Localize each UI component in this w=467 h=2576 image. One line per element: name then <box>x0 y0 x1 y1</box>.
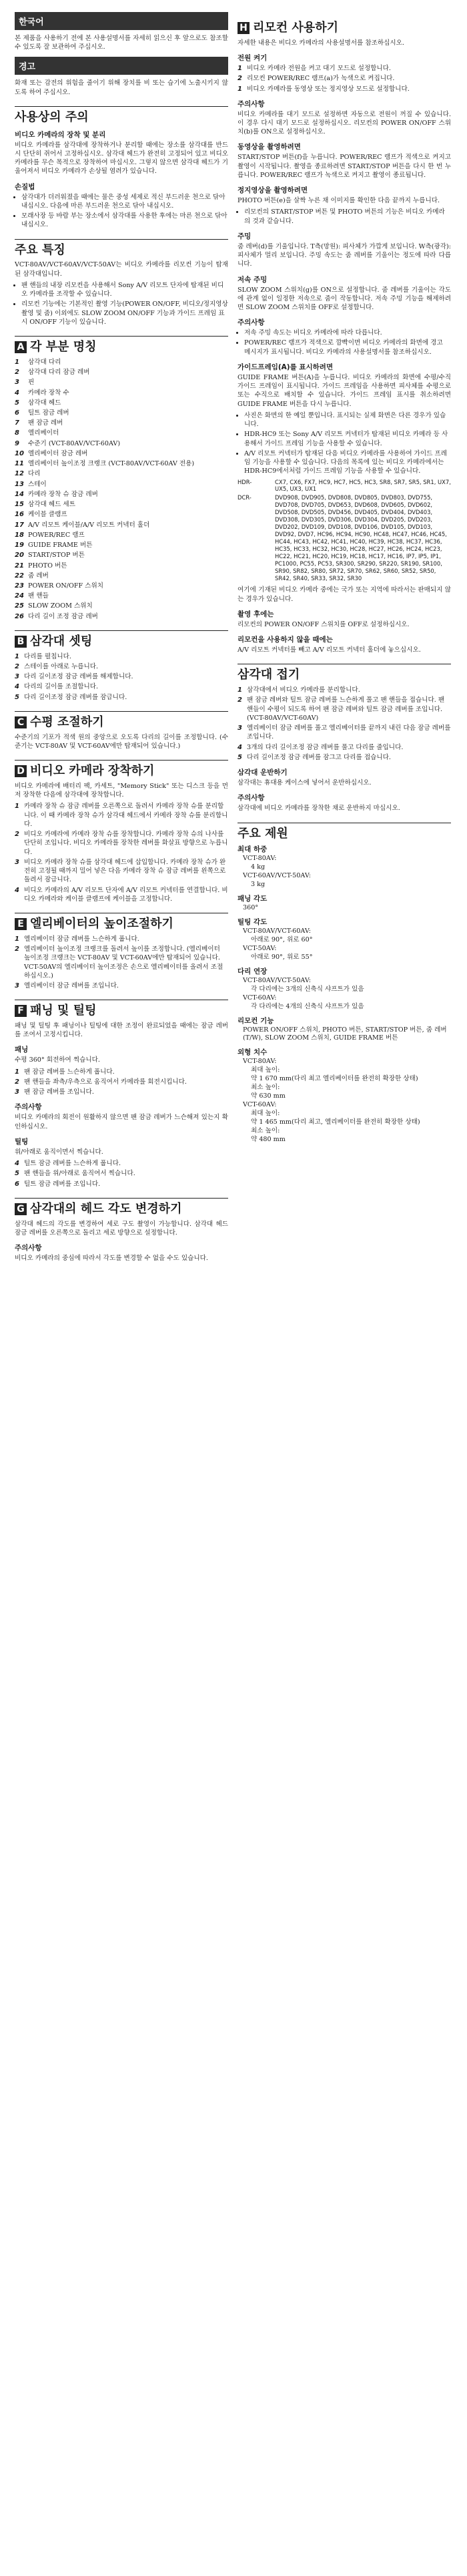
section-badge: B <box>15 636 27 648</box>
spec-value: VCT-80AV: <box>243 1058 277 1066</box>
step-text: 비디오 카메라 전원을 켜고 대기 모드로 설정합니다. <box>247 65 391 73</box>
section-badge: E <box>15 918 27 930</box>
step-number: 24 <box>15 592 24 600</box>
noremote-subtitle: 리모컨을 사용하지 않을 때에는 <box>238 636 333 644</box>
attach-title: 비디오 카메라의 장착 및 분리 <box>15 130 106 139</box>
step-number: 17 <box>15 521 24 529</box>
step-item <box>15 982 228 990</box>
intro-text: 본 제품을 사용하기 전에 본 사용설명서를 자세히 읽으신 후 앞으로도 참조할 수 있도록 잘 보관하여 주십시오. <box>15 35 228 51</box>
step-text: 수준기 (VCT-80AV/VCT-60AV) <box>28 439 121 447</box>
step-item <box>15 672 228 681</box>
step-item <box>15 582 228 590</box>
precautions-title: 사용상의 주의 <box>15 106 228 124</box>
step-item <box>15 572 228 580</box>
pan-intro: 패닝 및 틸팅 후 패닝이나 틸팅에 대한 조정이 완료되었을 때에는 잠금 레버를 조여서 고정시킵니다. <box>15 1022 228 1039</box>
tilt-subtitle: 틸팅 <box>15 1137 29 1146</box>
step-item <box>15 399 228 407</box>
step-number: 26 <box>15 612 24 620</box>
step-text: 비디오 카메라의 A/V 리모트 단자에 A/V 리모트 커넥터를 연결합니다. 비디오 카메라와 케이블 클램프에 케이블을 고정합니다. <box>24 886 228 903</box>
step-item <box>15 886 228 903</box>
spec-heading: 외형 치수 <box>238 1048 268 1057</box>
step-item <box>15 551 228 560</box>
step-text: 팬 핸들을 좌측/우측으로 움직여서 카메라를 회전시킵니다. <box>24 1078 187 1086</box>
spec-value: 약 1 465 mm(다리 최고, 엘리베이터를 완전히 확장한 상태) <box>251 1118 420 1126</box>
list-item: • HDR-HC9 또는 Sony A/V 리모트 커넥터가 탑재된 비디오 카메라 등 사용해서 가이드 프레임 기능을 사용할 수 있습니다. <box>244 430 451 447</box>
step-text: 삼각대 다리 <box>28 358 61 366</box>
setup-title: B 삼각대 셋팅 <box>15 630 228 648</box>
step-item <box>238 686 451 694</box>
list-item: • 리모컨 기능에는 기본적인 촬영 기능(POWER ON/OFF, 비디오/정지영상 촬영 및 줌) 이외에도 SLOW ZOOM ON/OFF 기능과 가이드 프레임 표시 ON/OFF 기능이 있습니다. <box>21 300 228 327</box>
step-text: POWER/REC 램프 <box>28 531 85 539</box>
step-number: 4 <box>15 683 19 691</box>
slow-zoom-subtitle: 저속 주밍 <box>238 275 268 284</box>
step-item <box>15 480 228 489</box>
step-item <box>15 858 228 885</box>
step-text: 엘리베이터 잠금 레버를 느슨하게 풉니다. <box>24 935 139 943</box>
features-list <box>15 281 228 327</box>
section-badge: G <box>15 1203 27 1215</box>
step-text: 리모컨 POWER/REC 램프(a)가 녹색으로 켜집니다. <box>247 75 395 83</box>
step-item <box>15 521 228 529</box>
step-item <box>15 459 228 468</box>
step-item <box>15 1180 228 1189</box>
step-number: 1 <box>238 686 242 694</box>
head-note: 비디오 카메라의 중심에 따라서 각도를 변경할 수 없을 수도 있습니다. <box>15 1255 208 1263</box>
step-text: 3개의 다리 길이조정 잠금 레버를 풀고 다리를 줄입니다. <box>247 743 404 751</box>
step-item <box>15 500 228 509</box>
after-subtitle: 촬영 후에는 <box>238 610 274 618</box>
step-number: 25 <box>15 602 24 610</box>
mount-list <box>15 802 228 903</box>
step-text: 틸트 잠금 레버 <box>28 409 69 417</box>
step-item <box>15 1088 228 1096</box>
spec-value: VCT-80AV/VCT-60AV: <box>243 927 312 935</box>
step-number: 10 <box>15 449 24 457</box>
step-item <box>15 612 228 621</box>
step-item <box>15 830 228 857</box>
list-item: • 모래사장 등 바람 부는 장소에서 삼각대를 사용한 후에는 마른 천으로 닦아 내십시오. <box>21 212 228 229</box>
step-item <box>15 389 228 397</box>
step-item <box>15 1078 228 1086</box>
step-number: 1 <box>15 935 19 943</box>
spec-value: 최소 높이: <box>251 1126 280 1134</box>
pan-tilt-title: F 패닝 및 틸팅 <box>15 1000 228 1018</box>
step-number: 7 <box>15 419 19 427</box>
spec-value: 최대 높이: <box>251 1066 280 1074</box>
dcr-models: DVD908, DVD905, DVD808, DVD805, DVD803, DVD755, DVD708, DVD705, DVD653, DVD608, DVD605, DVD602, DVD508, DVD505, DVD456, DVD405, DVD404, DVD403, DVD308, DVD305, DVD306, DVD304, DVD205, DVD203, DVD202, DVD109, DVD108, DVD106, DVD105, DVD103, DVD92, DVD7, HC96, HC94, HC90, HC48, HC47, HC46, HC45, HC44, HC43, HC42, HC41, HC40, HC39, HC38, HC37, HC36, HC35, HC33, HC32, HC30, HC28, HC27, HC26, HC24, HC23, HC22, HC21, HC20, HC19, HC18, HC17, HC16, IP7, IP5, IP1, PC1000, PC55, PC53, SR300, SR290, SR220, SR190, SR100, SR90, SR82, SR80, SR72, SR70, SR62, SR60, SR52, SR50, SR42, SR40, SR33, SR32, SR30 <box>275 494 447 582</box>
list-item: • 저속 주밍 속도는 비디오 카메라에 따라 다릅니다. <box>244 329 451 337</box>
spec-heading: 틸팅 각도 <box>238 918 268 926</box>
list-item: • 팬 핸들의 내장 리모컨을 사용해서 Sony A/V 리모트 단자에 탑재된 비디오 카메라를 조작할 수 있습니다. <box>21 281 228 298</box>
step-number: 4 <box>238 743 242 751</box>
zoom-subtitle: 주밍 <box>238 232 252 240</box>
elevator-list <box>15 935 228 990</box>
photo-list <box>238 208 451 225</box>
step-item <box>238 74 451 83</box>
step-text: GUIDE FRAME 버튼 <box>28 542 93 550</box>
step-number: 1 <box>15 358 19 366</box>
section-badge: A <box>15 341 27 353</box>
step-number: 3 <box>15 982 19 990</box>
step-item <box>238 724 451 741</box>
level-title: C 수평 조절하기 <box>15 711 228 729</box>
handling-list <box>15 193 228 230</box>
guide-subtitle: 가이드프레임(A)를 표시하려면 <box>238 363 334 371</box>
specs-title: 주요 제원 <box>238 823 451 841</box>
pan-note: 비디오 카메라의 회전이 원활하지 않으면 팬 잠금 레버가 느슨해져 있는지 확인하십시오. <box>15 1114 228 1130</box>
guide-text: GUIDE FRAME 버튼(A)을 누릅니다. 비디오 카메라의 화면에 수평/수직 가이드 프레임이 표시됩니다. 가이드 프레임을 사용하면 피사체를 수평으로 또는 수직으로 배치할 수 있습니다. 가이드 프레임 표시를 취소하려면 GUIDE FRAME 버튼을 다시 누릅니다. <box>238 373 451 408</box>
step-text: 엘리베이터 잠금 레버 <box>28 449 88 457</box>
step-item <box>15 358 228 367</box>
photo-subtitle: 정지영상을 촬영하려면 <box>238 186 308 195</box>
step-text: 틸트 잠금 레버를 느슨하게 풉니다. <box>24 1160 121 1168</box>
step-item <box>15 510 228 519</box>
step-number: 13 <box>15 480 24 488</box>
step-item <box>15 378 228 387</box>
step-text: SLOW ZOOM 스위치 <box>28 602 93 610</box>
spec-value: VCT-60AV: <box>243 994 277 1002</box>
head-note-title: 주의사항 <box>15 1244 42 1253</box>
step-number: 2 <box>15 369 19 377</box>
handling-title: 손질법 <box>15 182 35 191</box>
remote-title: H 리모컨 사용하기 <box>238 21 451 35</box>
spec-value: VCT-80AV: <box>243 855 277 863</box>
step-number: 3 <box>15 673 19 681</box>
spec-value: VCT-60AV: <box>243 1101 277 1109</box>
spec-heading: 리모컨 기능 <box>238 1016 274 1025</box>
elevator-title: E 엘리베이터의 높이조절하기 <box>15 913 228 931</box>
step-text: 팬 잠금 레버를 느슨하게 풉니다. <box>24 1068 115 1076</box>
step-text: 다리 길이조정 잠금 레버를 해제합니다. <box>24 673 133 681</box>
step-text: 스테이 <box>28 480 47 488</box>
warning-text: 화재 또는 감전의 위험을 줄이기 위해 장치를 비 또는 습기에 노출시키지 않도록 하여 주십시오. <box>15 79 228 96</box>
step-text: 다리 길이조정 잠금 레버를 잠그고 다리를 접습니다. <box>247 753 391 761</box>
step-text: 삼각대 다리 잠금 레버 <box>28 369 90 377</box>
section-badge: F <box>15 1005 27 1017</box>
movie-subtitle: 동영상을 촬영하려면 <box>238 143 301 152</box>
step-text: 핀 <box>28 379 35 387</box>
left-column <box>15 12 228 1265</box>
step-item <box>15 562 228 570</box>
step-item <box>15 429 228 437</box>
list-item: • A/V 리모트 커넥터가 탑재된 다음 비디오 카메라를 사용하여 가이드 프레임 기능을 사용할 수 있습니다. 다음의 목록에 있는 비디오 카메라에서는 HDR-HC9에서처럼 가이드 프레임 기능을 사용할 수 있습니다. <box>244 449 451 476</box>
step-number: 4 <box>15 886 19 894</box>
section-badge: D <box>15 765 27 777</box>
features-intro: VCT-80AV/VCT-60AV/VCT-50AV는 비디오 카메라를 리모컨 기능이 탑재된 삼각대입니다. <box>15 261 228 278</box>
step-number: 2 <box>15 1078 19 1086</box>
zoom-text: 줌 레버(d)를 기울입니다. T측(망원): 피사체가 가깝게 보입니다. W측(광각): 피사체가 멀리 보입니다. 주밍 속도는 줌 레버를 기울이는 정도에 따라 다릅니다. <box>238 242 451 268</box>
step-text: 스테이를 아래로 누릅니다. <box>24 662 99 670</box>
step-number: 3 <box>238 724 242 732</box>
spec-value: VCT-50AV: <box>243 944 277 952</box>
step-text: 다리를 펼칩니다. <box>24 652 71 660</box>
spec-value: 3 kg <box>251 881 266 889</box>
spec-value: 최대 높이: <box>251 1110 280 1117</box>
fold-title: 삼각대 접기 <box>238 664 451 682</box>
step-item <box>15 682 228 691</box>
spec-value: 약 480 mm <box>251 1135 286 1143</box>
step-text: 삼각대에서 비디오 카메라를 분리합니다. <box>247 686 360 694</box>
photo-text: PHOTO 버튼(e)을 살짝 누른 채 이미지를 확인한 다음 끝까지 누릅니다. <box>238 197 440 205</box>
step-number: 1 <box>15 803 19 811</box>
step-item <box>15 469 228 478</box>
step-number: 5 <box>238 753 242 761</box>
pan-text: 수평 360° 회전하여 찍습니다. <box>15 1056 100 1064</box>
step-number: 1 <box>15 652 19 660</box>
spec-value: VCT-60AV/VCT-50AV: <box>243 872 312 880</box>
mount-title: D 비디오 카메라 장착하기 <box>15 760 228 778</box>
language-header: 한국어 <box>15 12 228 30</box>
after-text: 리모컨의 POWER ON/OFF 스위치를 OFF로 설정하십시오. <box>238 620 410 628</box>
step-text: 다리 길이조정 잠금 레버를 잠급니다. <box>24 693 127 701</box>
pan-list <box>15 1068 228 1097</box>
tilt-list <box>15 1159 228 1189</box>
step-number: 15 <box>15 501 24 509</box>
step-text: START/STOP 버튼 <box>28 552 85 560</box>
step-text: 케이블 클램프 <box>28 511 67 519</box>
spec-value: 약 630 mm <box>251 1092 286 1100</box>
step-item <box>15 935 228 943</box>
power-subtitle: 전원 켜기 <box>238 54 268 63</box>
list-item: • 사진은 화면의 한 예일 뿐입니다. 표시되는 실제 화면은 다른 경우가 있습니다. <box>244 411 451 429</box>
step-number: 6 <box>15 1180 19 1188</box>
step-text: 엘리베이터 높이조정 크랭크를 돌려서 높이를 조정합니다. (엘리베이터 높이조정 크랭크는 VCT-80AV 및 VCT-60AV에만 탑재되어 있습니다. VCT-50AV의 엘리베이터 높이조정은 손으로 엘리베이터를 올려서 조절하십시오.) <box>24 945 223 980</box>
step-number: 1 <box>238 65 242 73</box>
spec-value: 최소 높이: <box>251 1084 280 1092</box>
slow-note-title: 주의사항 <box>238 318 265 327</box>
step-text: 카메라 장착 수 <box>28 389 69 397</box>
right-column <box>238 12 451 1144</box>
guide-tail: 여기에 기재된 비디오 카메라 중에는 국가 또는 지역에 따라서는 판매되지 않는 경우가 있습니다. <box>238 586 451 603</box>
step-number: 2 <box>238 75 242 83</box>
step-text: 엘리베이터 높이조정 크랭크 (VCT-80AV/VCT-60AV 전용) <box>28 460 195 468</box>
step-number: 20 <box>15 552 24 560</box>
carry-text: 삼각대는 휴대용 케이스에 넣어서 운반하십시오. <box>238 779 372 787</box>
spec-value: 360° <box>243 904 259 912</box>
step-item <box>238 696 451 722</box>
step-text: 엘리베이터 잠금 레버를 조입니다. <box>24 982 119 990</box>
spec-value: POWER ON/OFF 스위치, PHOTO 버튼, START/STOP 버튼, 줌 레버(T/W), SLOW ZOOM 스위치, GUIDE FRAME 버튼 <box>243 1026 447 1042</box>
mount-intro: 비디오 카메라에 배터리 팩, 카세트, "Memory Stick" 또는 디스크 등을 먼저 장착한 다음에 삼각대에 장착합니다. <box>15 782 228 799</box>
step-text: 팬 핸들 <box>28 592 49 600</box>
step-number: 18 <box>15 531 24 539</box>
step-number: 6 <box>15 409 19 417</box>
pan-subtitle: 패닝 <box>15 1046 29 1054</box>
power-list <box>238 64 451 93</box>
spec-heading: 다리 연장 <box>238 967 268 976</box>
tilt-text: 위/아래로 움직이면서 찍습니다. <box>15 1148 103 1156</box>
step-number: 3 <box>15 379 19 387</box>
step-number: 8 <box>15 429 19 437</box>
step-number: 5 <box>15 693 19 701</box>
step-item <box>15 368 228 377</box>
step-text: 다리의 길이를 조절합니다. <box>24 683 99 691</box>
attach-text: 비디오 카메라를 삼각대에 장착하거나 분리할 때에는 장소를 삼각대를 반드시 단단히 쥐어서 고정하십시오. 삼각대 헤드가 완전히 고정되어 있고 비디오 카메라를 무슨 목적으로 장착하여 마십시오. 그렇지 않으면 삼각대 헤드가 기울어져서 비디오 카메라가 손상될 염려가 있습니다. <box>15 141 228 176</box>
step-item <box>238 753 451 762</box>
dcr-label: DCR- <box>238 494 252 501</box>
step-item <box>15 439 228 448</box>
step-text: 비디오 카메라를 동영상 또는 정지영상 모드로 설정합니다. <box>247 85 410 93</box>
step-text: 팬 잠금 레버와 틸트 잠금 레버를 느슨하게 풀고 팬 핸들을 접습니다. 팬 핸들이 수평이 되도록 하여 팬 잠금 레버와 틸트 잠금 레버를 조입니다. (VCT-80AV/VCT-60AV) <box>247 696 445 722</box>
step-item <box>15 602 228 610</box>
step-item <box>15 592 228 600</box>
step-number: 2 <box>15 831 19 839</box>
step-item <box>15 449 228 458</box>
power-note: 비디오 카메라를 대기 모드로 설정하면 자동으로 전원이 꺼질 수 있습니다. 이 경우 다시 대기 모드로 설정하십시오. 리모컨의 POWER ON/OFF 스위치(b)를 ON으로 설정하십시오. <box>238 110 451 136</box>
step-item <box>15 419 228 427</box>
step-number: 5 <box>15 399 19 407</box>
step-text: 틸트 잠금 레버를 조입니다. <box>24 1180 101 1188</box>
spec-heading: 패닝 각도 <box>238 895 268 903</box>
step-number: 14 <box>15 490 24 498</box>
slow-zoom-text: SLOW ZOOM 스위치(g)를 ON으로 설정합니다. 줌 레버를 기울이는 각도에 관계 없이 일정한 저속으로 줌이 작동합니다. 저속 주밍 기능을 해제하려면 SLOW ZOOM 스위치를 OFF로 설정합니다. <box>238 286 451 312</box>
movie-text: START/STOP 버튼(f)을 누릅니다. POWER/REC 램프가 적색으로 켜지고 촬영이 시작됩니다. 촬영을 종료하려면 START/STOP 버튼을 다시 한 번 누릅니다. POWER/REC 램프가 녹색으로 켜지고 촬영이 종료됩니다. <box>238 154 451 179</box>
section-badge: H <box>238 22 250 34</box>
pan-note-title: 주의사항 <box>15 1103 42 1112</box>
step-item <box>15 662 228 671</box>
step-text: 팬 잠금 레버를 조입니다. <box>24 1088 94 1096</box>
parts-title: A 각 부분 명칭 <box>15 336 228 354</box>
spec-value: 아래로 90°, 위로 55° <box>251 953 313 961</box>
slow-note-list <box>238 329 451 357</box>
step-number: 1 <box>15 1068 19 1076</box>
step-text: 엘리베이터 <box>28 429 59 437</box>
spec-value: 아래로 90°, 위로 60° <box>251 935 313 943</box>
step-text: POWER ON/OFF 스위치 <box>28 582 103 590</box>
guide-list <box>238 411 451 476</box>
step-text: 줌 레버 <box>28 572 49 580</box>
step-item <box>15 945 228 980</box>
step-item <box>15 490 228 499</box>
specs-list <box>238 844 451 1144</box>
step-item <box>15 802 228 829</box>
step-number: 22 <box>15 572 24 580</box>
list-item: • 삼각대가 더러워졌을 때에는 물은 중성 세제로 적신 부드러운 천으로 닦아 내십시오. 다음에 마른 부드러운 천으로 닦아 내십시오. <box>21 193 228 210</box>
step-item <box>15 1169 228 1178</box>
step-text: 카메라 장착 슈 잠금 레버를 오른쪽으로 돌려서 카메라 장착 슈를 분리합니다. 이 때 카메라 장착 슈가 삼각대 헤드에서 카메라 장착 슈를 분리합니다. <box>24 803 228 828</box>
hdr-models: CX7, CX6, FX7, HC9, HC7, HC5, HC3, SR8, SR7, SR5, SR1, UX7, UX5, UX3, UX1 <box>275 478 451 493</box>
noremote-text: A/V 리모트 커넥터를 빼고 A/V 리모트 커넥터 홀더에 놓으십시오. <box>238 646 421 654</box>
step-number: 21 <box>15 562 24 570</box>
head-text: 삼각대 헤드의 각도를 변경하여 세로 구도 촬영이 가능합니다. 삼각대 헤드 잠금 레버를 오른쪽으로 돌리고 세로 방향으로 설정합니다. <box>15 1220 228 1237</box>
step-number: 4 <box>15 389 19 397</box>
step-number: 3 <box>15 1088 19 1096</box>
step-number: 11 <box>15 460 24 468</box>
step-number: 9 <box>15 439 19 447</box>
spec-value: 각 다리에는 4개의 신축식 샤프트가 있음 <box>251 1002 364 1010</box>
step-text: 카메라 장착 슈 잠금 레버 <box>28 490 98 498</box>
step-item <box>15 693 228 702</box>
setup-list <box>15 652 228 702</box>
list-item: • POWER/REC 램프가 적색으로 깜빡이면 비디오 카메라의 화면에 경고 메시지가 표시됩니다. 비디오 카메라의 사용설명서를 참조하십시오. <box>244 339 451 356</box>
step-item <box>15 541 228 550</box>
step-text: 팬 핸들을 위/아래로 움직여서 찍습니다. <box>24 1170 135 1178</box>
head-angle-title: G 삼각대의 헤드 각도 변경하기 <box>15 1198 228 1216</box>
step-item <box>15 1159 228 1168</box>
spec-heading: 최대 하중 <box>238 845 268 854</box>
level-text: 수준기의 기포가 적색 원의 중앙으로 오도록 다리의 길이를 조정합니다. (수준기는 VCT-80AV 및 VCT-60AV에만 탑재되어 있습니다.) <box>15 733 228 750</box>
step-item <box>15 652 228 661</box>
step-text: 다리 길이 조정 잠금 레버 <box>28 612 98 620</box>
step-text: 삼각대 헤드 <box>28 399 61 407</box>
step-text: 다리 <box>28 470 41 478</box>
hdr-label: HDR- <box>238 478 252 485</box>
step-text: 비디오 카메라에 카메라 장착 슈를 장착합니다. 카메라 장착 슈의 나사를 단단히 조입니다. 비디오 카메라를 장착한 레버를 화살표 방향으로 누릅니다. <box>24 831 228 856</box>
list-item: • 리모컨의 START/STOP 버튼 및 PHOTO 버튼의 기능은 비디오 카메라의 것과 같습니다. <box>244 208 451 225</box>
carry-note: 삼각대에 비디오 카메라를 장착한 채로 운반하지 마십시오. <box>238 805 400 813</box>
step-text: 삼각대 헤드 세트 <box>28 501 75 509</box>
step-number: 2 <box>15 945 19 953</box>
compatible-models <box>238 479 451 582</box>
step-text: A/V 리모트 케이블/A/V 리모트 커넥터 홀더 <box>28 521 150 529</box>
carry-subtitle: 삼각대 운반하기 <box>238 769 288 777</box>
fold-list <box>238 686 451 762</box>
step-number: 2 <box>238 696 242 704</box>
step-number: 19 <box>15 542 24 550</box>
step-number: 3 <box>15 858 19 866</box>
step-text: 엘리베이터 잠금 레버를 풀고 엘리베이터를 끝까지 내린 다음 잠금 레버를 조입니다. <box>247 724 451 741</box>
carry-note-title: 주의사항 <box>238 794 265 803</box>
warning-header: 경고 <box>15 57 228 75</box>
step-number: 4 <box>15 1160 19 1168</box>
spec-value: VCT-80AV/VCT-50AV: <box>243 976 312 984</box>
step-number: 5 <box>15 1170 19 1178</box>
spec-value: 약 1 670 mm(다리 최고 엘리베이터를 완전히 확장한 상태) <box>251 1075 418 1083</box>
parts-list <box>15 358 228 621</box>
step-number: 23 <box>15 582 24 590</box>
step-number: 12 <box>15 470 24 478</box>
spec-value: 각 다리에는 3개의 신축식 샤프트가 있음 <box>251 985 364 993</box>
power-note-title: 주의사항 <box>238 99 265 108</box>
spec-value: 4 kg <box>251 863 266 871</box>
step-number: 2 <box>15 662 19 670</box>
step-text: PHOTO 버튼 <box>28 562 67 570</box>
step-item <box>15 531 228 540</box>
step-item <box>238 743 451 752</box>
step-text: 팬 잠금 레버 <box>28 419 63 427</box>
remote-intro: 자세한 내용은 비디오 카메라의 사용설명서를 참조하십시오. <box>238 39 404 47</box>
features-title: 주요 특징 <box>15 239 228 257</box>
section-badge: C <box>15 716 27 728</box>
step-number: 16 <box>15 511 24 519</box>
step-number: 1 <box>238 85 242 93</box>
step-item <box>238 64 451 73</box>
step-text: 비디오 카메라 장착 슈를 삼각대 헤드에 삽입합니다. 카메라 장착 슈가 완전히 고정될 때까지 밀어 넣은 다음 카메라 장착 슈 잠금 레버를 왼쪽으로 돌려서 잠급니다. <box>24 858 226 884</box>
step-item <box>15 409 228 417</box>
step-item <box>15 1068 228 1076</box>
step-item <box>238 85 451 93</box>
